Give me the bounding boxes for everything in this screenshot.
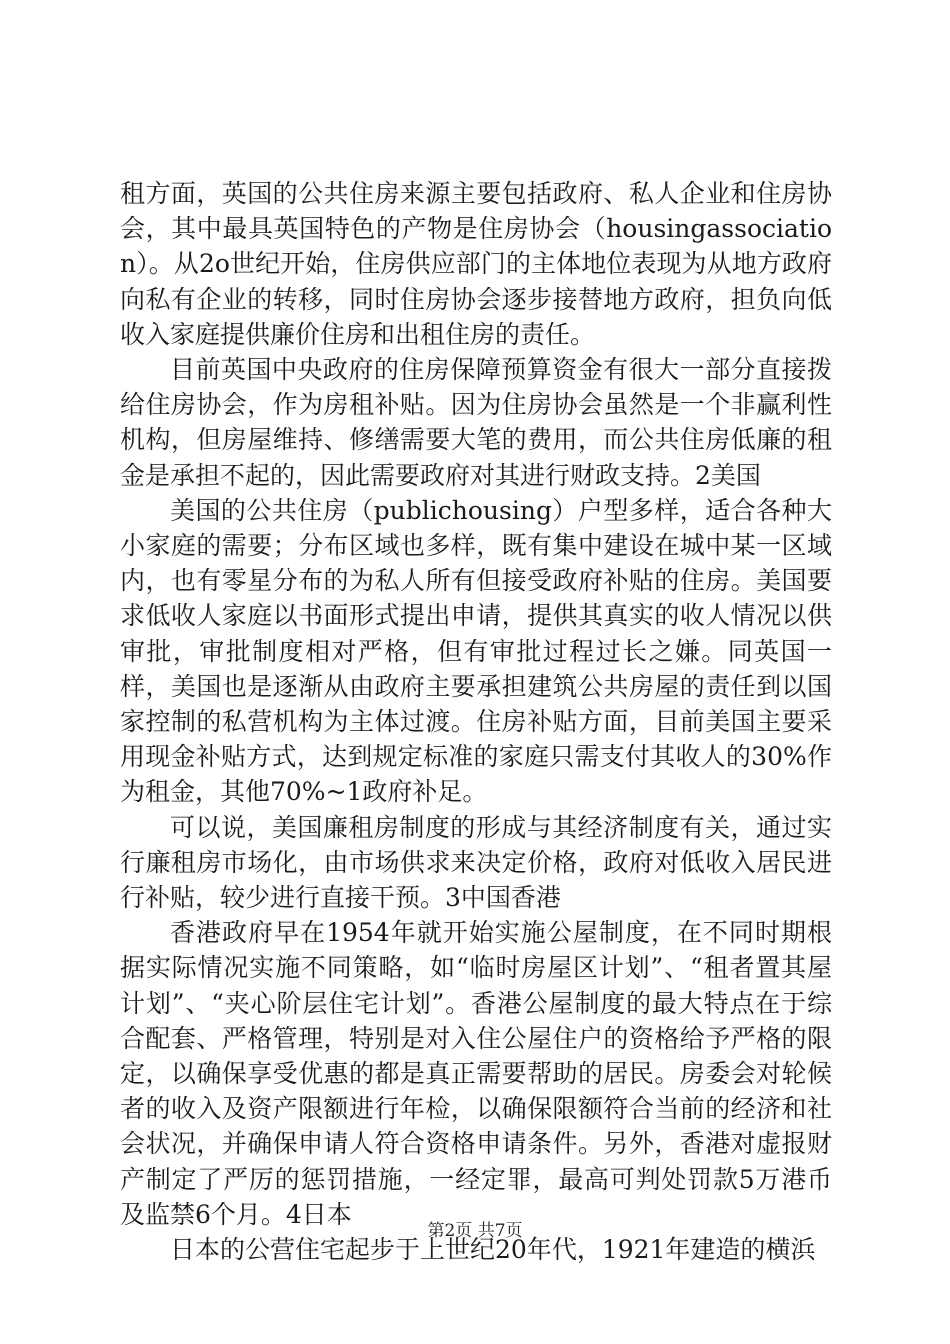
paragraph-britain-budget: 目前英国中央政府的住房保障预算资金有很大一部分直接拨给住房协会，作为房租补贴。因为住房协会虽然是一个非赢利性机构，但房屋维持、修缮需要大笔的费用，而公共住房低廉的租金是承担不起的，因此需要政府对其进行财政支持。2美国 [120,355,832,490]
paragraph-usa-public-housing: 美国的公共住房（publichousing）户型多样，适合各种大小家庭的需要；分布区域也多样，既有集中建设在城中某一区域内，也有零星分布的为私人所有但接受政府补贴的住房。美国要求低收人家庭以书面形式提出申请，提供其真实的收人情况以供审批，审批制度相对严格，但有审批过程过长之嫌。同英国一样，美国也是逐渐从由政府主要承担建筑公共房屋的责任到以国家控制的私营机构为主体过渡。住房补贴方面，目前美国主要采用现金补贴方式，达到规定标准的家庭只需支付其收人的30%作为租金，其他70%~1政府补足。 [120,495,832,807]
paragraph-usa-market: 可以说，美国廉租房制度的形成与其经济制度有关，通过实行廉租房市场化，由市场供求来决定价格，政府对低收入居民进行补贴，较少进行直接干预。3中国香港 [120,812,832,913]
document-body [120,176,832,1267]
paragraph-hong-kong: 香港政府早在1954年就开始实施公屋制度，在不同时期根据实际情况实施不同策略，如“临时房屋区计划”、“租者置其屋计划”、“夹心阶层住宅计划”。香港公屋制度的最大特点在于综合配套、严格管理，特别是对入住公屋住户的资格给予严格的限定，以确保享受优惠的都是真正需要帮助的居民。房委会对轮候者的收入及资产限额进行年检，以确保限额符合当前的经济和社会状况，并确保申请人符合资格申请条件。另外，香港对虚报财产制定了严厉的惩罚措施，一经定罪，最高可判处罚款5万港币及监禁6个月。4日本 [120,918,832,1229]
page-number-footer: 第2页 共7页 [427,1221,523,1241]
paragraph-britain-sources: 租方面，英国的公共住房来源主要包括政府、私人企业和住房协会，其中最具英国特色的产物是住房协会（housingassociation）。从2o世纪开始，住房供应部门的主体地位表现为从地方政府向私有企业的转移，同时住房协会逐步接替地方政府，担负向低收入家庭提供廉价住房和出租住房的责任。 [120,179,832,349]
paragraph-japan: 日本的公营住宅起步于上世纪20年代，1921年建造的横浜 [170,1235,816,1265]
